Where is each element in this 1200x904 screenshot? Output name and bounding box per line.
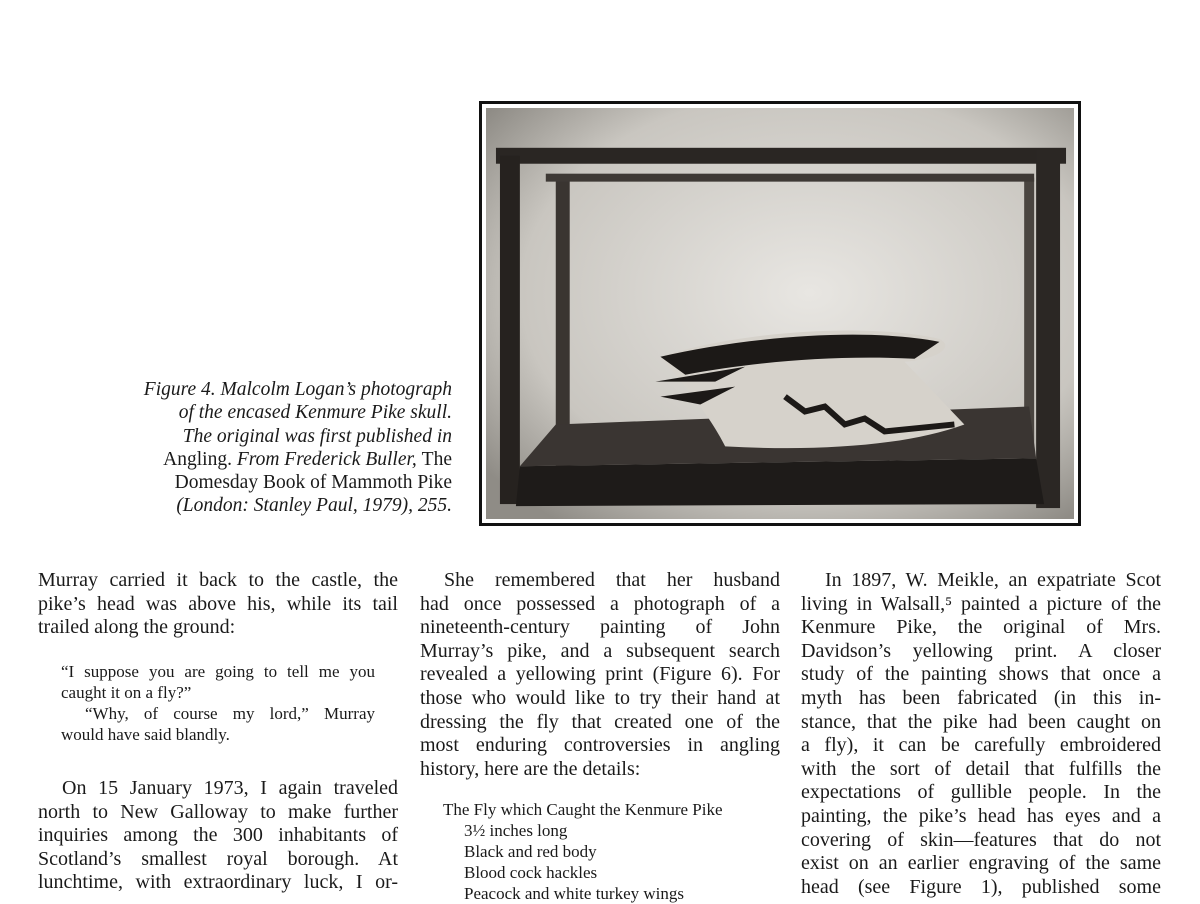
text-line: those who would like to try their hand at	[420, 686, 780, 709]
caption-line	[92, 378, 452, 401]
fly-recipe-item: Black and red body	[464, 842, 597, 861]
text-line: trailed along the ground:	[38, 616, 236, 639]
text-line: most enduring controversies in angling	[420, 734, 780, 757]
paragraph	[38, 777, 398, 895]
text-line: exist on an earlier engraving of the same	[801, 852, 1161, 875]
text-line: pike’s head was above his, while its tail	[38, 592, 398, 615]
text-line: In 1897, W. Meikle, an expatriate Scot	[825, 569, 1161, 591]
caption-text: The	[421, 448, 452, 470]
caption-line	[92, 425, 452, 448]
text-line: She remembered that her husband	[444, 569, 780, 591]
text-line: “I suppose you are going to tell me you	[61, 662, 375, 681]
fly-recipe-item: Peacock and white turkey wings	[464, 884, 684, 903]
text-line: nineteenth-century painting of John	[420, 616, 780, 639]
text-line: Scotland’s smallest royal borough. At	[38, 847, 398, 870]
fly-recipe-title: The Fly which Caught the Kenmure Pike	[443, 800, 723, 819]
column-1	[38, 569, 398, 640]
figure-caption	[92, 378, 452, 518]
fly-recipe	[443, 799, 723, 904]
text-line: history, here are the details:	[420, 757, 641, 780]
caption-text: Figure 4. Malcolm Logan’s photograph	[143, 379, 452, 400]
text-line: myth has been fabricated (in this in-	[801, 686, 1161, 709]
text-line: covering of skin—features that do not	[801, 828, 1161, 851]
text-line: would have said blandly.	[61, 725, 230, 744]
text-line: a fly), it can be carefully embroidered	[801, 734, 1161, 757]
block-quote	[61, 661, 375, 745]
text-line: stance, that the pike had been caught on	[801, 710, 1161, 733]
text-line: “Why, of course my lord,” Murray	[85, 704, 375, 723]
caption-text: of the encased Kenmure Pike skull.	[178, 402, 452, 424]
text-line: dressing the fly that created one of the	[420, 710, 780, 733]
text-line: On 15 January 1973, I again traveled	[62, 777, 398, 799]
text-line: living in Walsall,⁵ painted a picture of the	[801, 592, 1161, 615]
caption-line	[92, 471, 452, 494]
caption-text: From Frederick Buller,	[236, 448, 422, 470]
paragraph	[801, 569, 1161, 899]
caption-text: The original was first published in	[182, 425, 452, 447]
text-line: inquiries among the 300 inhabitants of	[38, 824, 398, 847]
text-line: Murray’s pike, and a subsequent search	[420, 639, 780, 662]
caption-text: (London: Stanley Paul, 1979), 255.	[176, 495, 452, 517]
text-line: revealed a yellowing print (Figure 6). For	[420, 663, 780, 686]
column-3	[801, 569, 1161, 899]
figure-photo-pike-skull-case	[479, 101, 1081, 526]
text-line: expectations of gullible people. In the	[801, 781, 1161, 804]
paragraph	[420, 569, 780, 781]
text-line: head (see Figure 1), published some	[801, 875, 1161, 898]
paragraph	[38, 569, 398, 640]
text-line: painting, the pike’s head has eyes and a	[801, 804, 1161, 827]
text-line: had once possessed a photograph of a	[420, 592, 780, 615]
text-line: with the sort of detail that fulfills the	[801, 757, 1161, 780]
fly-recipe-item: Blood cock hackles	[464, 863, 598, 882]
text-line: caught it on a fly?”	[61, 683, 192, 702]
text-line: Kenmure Pike, the original of Mrs.	[801, 616, 1161, 639]
column-2	[420, 569, 780, 781]
text-line: lunchtime, with extraordinary luck, I or-	[38, 871, 398, 894]
text-line: Davidson’s yellowing print. A closer	[801, 639, 1161, 662]
fly-recipe-item: 3½ inches long	[464, 821, 568, 840]
caption-line	[92, 494, 452, 517]
text-line: Murray carried it back to the castle, the	[38, 569, 398, 591]
text-line: north to New Galloway to make further	[38, 800, 398, 823]
text-line: study of the painting shows that once a	[801, 663, 1161, 686]
pike-skull-photo	[486, 108, 1074, 519]
caption-text: Angling.	[163, 448, 237, 470]
caption-text: Domesday Book of Mammoth Pike	[174, 472, 452, 494]
caption-line	[92, 401, 452, 424]
column-1-continued	[38, 777, 398, 895]
caption-line	[92, 448, 452, 471]
